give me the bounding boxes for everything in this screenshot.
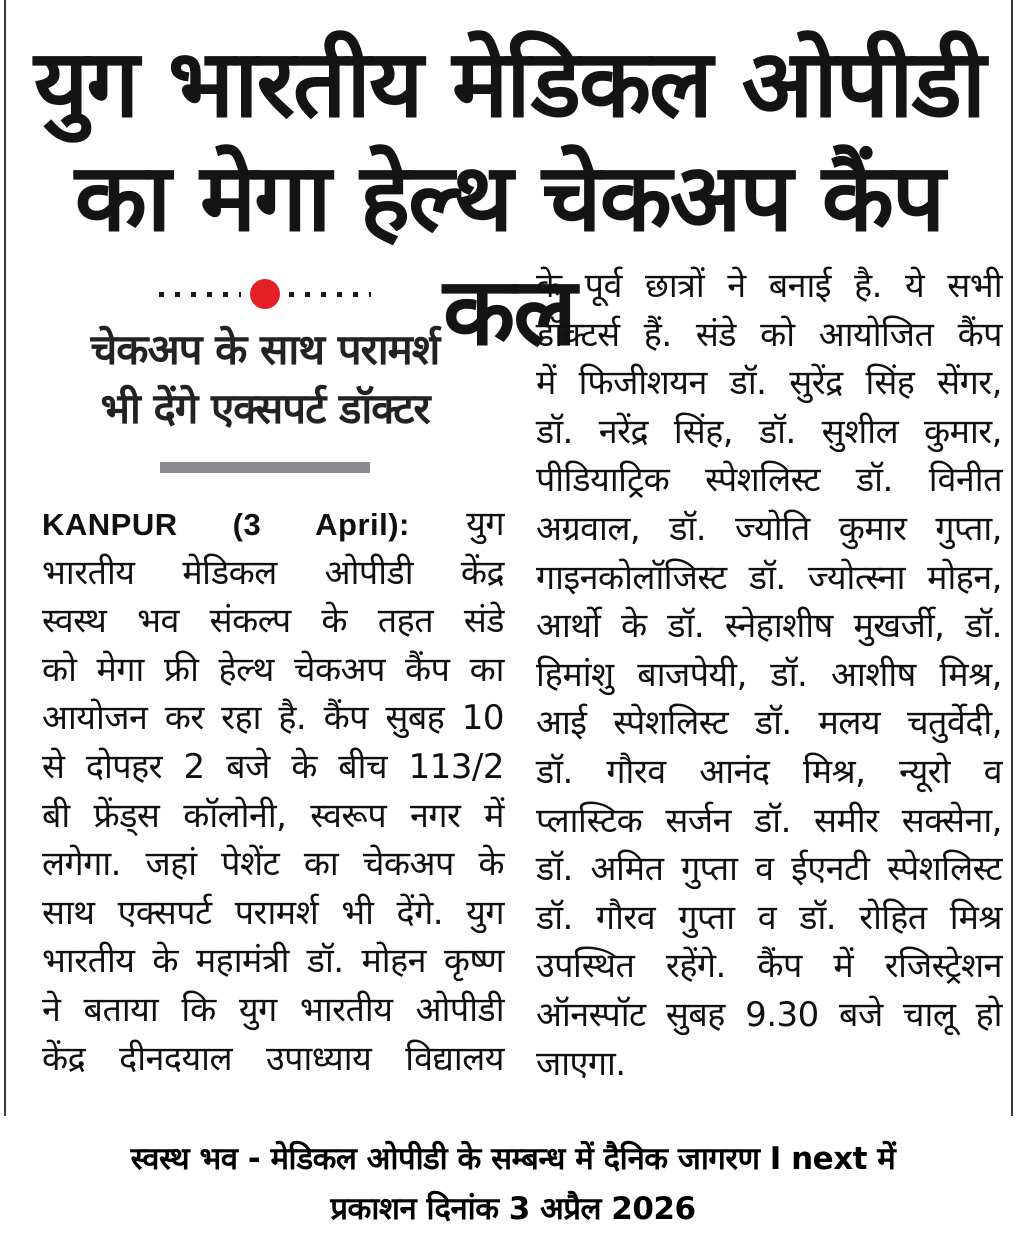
body-line: ने बताया कि युग भारतीय ओपीडी (42, 989, 504, 1030)
body-line: हिमांशु बाजपेयी, डॉ. आशीष मिश्र, (536, 654, 1002, 695)
gray-divider (160, 462, 370, 473)
body-line: ऑनस्पॉट सुबह 9.30 बजे चालू हो (536, 994, 1002, 1035)
body-line: डॉ. नरेंद्र सिंह, डॉ. सुशील कुमार, (536, 411, 1002, 452)
subheadline-line2: भी देंगे एक्सपर्ट डॉक्टर (100, 384, 430, 433)
body-line: आई स्पेशलिस्ट डॉ. मलय चतुर्वेदी, (536, 703, 1002, 744)
body-line: के पूर्व छात्रों ने बनाई है. ये सभी (536, 266, 1002, 306)
body-line: भारतीय मेडिकल ओपीडी केंद्र (42, 552, 504, 593)
body-line: साथ एक्सपर्ट परामर्श भी देंगे. युग (42, 892, 504, 933)
body-line: बी फ्रेंड्स कॉलोनी, स्वरूप नगर में (42, 795, 504, 836)
body-line: डॉ. अमित गुप्ता व ईएनटी स्पेशलिस्ट (536, 849, 1002, 890)
body-line: आयोजन कर रहा है. कैंप सुबह 10 (42, 698, 504, 739)
caption (20, 1134, 1006, 1234)
body-line: डॉ. गौरव गुप्ता व डॉ. रोहित मिश्र (536, 897, 1002, 938)
clipping-border-right (1011, 0, 1013, 1116)
body-line: डॉक्टर्स हैं. संडे को आयोजित कैंप (536, 314, 1002, 355)
body-line: भारतीय के महामंत्री डॉ. मोहन कृष्ण (42, 941, 504, 982)
right-column-lines (536, 262, 1002, 1088)
body-line: से दोपहर 2 बजे के बीच 113/2 (42, 746, 504, 787)
subhead-block (40, 278, 490, 473)
dotted-line-right (289, 292, 371, 297)
subheadline-line1: चेकअप के साथ परामर्श (90, 325, 440, 374)
body-line: गाइनकोलॉजिस्ट डॉ. ज्योत्स्ना मोहन, (536, 557, 1002, 598)
body-line: लगेगा. जहां पेशेंट का चेकअप के (42, 844, 504, 885)
body-line: में फिजीशयन डॉ. सुरेंद्र सिंह सेंगर, (536, 363, 1002, 404)
body-line: उपस्थित रहेंगे. कैंप में रजिस्ट्रेशन (536, 946, 1002, 987)
body-line: पीडियाट्रिक स्पेशलिस्ट डॉ. विनीत (536, 460, 1002, 501)
body-line: को मेगा फ्री हेल्थ चेकअप कैंप का (42, 649, 504, 690)
body-column-right (536, 262, 1002, 1088)
dateline: KANPUR (3 April): (42, 507, 410, 542)
caption-line2: प्रकाशन दिनांक 3 अप्रैल 2026 (330, 1191, 696, 1227)
red-dot-icon (250, 279, 280, 309)
body-line-text: युग (466, 504, 505, 544)
dotted-line-left (159, 292, 241, 297)
headline-line2: का मेगा हेल्थ चेकअप कैंप कल (74, 144, 944, 367)
subheadline (40, 320, 490, 438)
body-line (42, 500, 504, 549)
body-line: डॉ. गौरव आनंद मिश्र, न्यूरो व (536, 751, 1002, 792)
body-line: जाएगा. (536, 1043, 626, 1084)
caption-line1: स्वस्थ भव - मेडिकल ओपीडी के सम्बन्ध में दैनिक जागरण I next में (130, 1141, 896, 1177)
body-line: केंद्र दीनदयाल उपाध्याय विद्यालय (42, 1038, 504, 1079)
clipping-border-left (4, 0, 6, 1116)
body-line: प्लास्टिक सर्जन डॉ. समीर सक्सेना, (536, 800, 1002, 841)
body-line: अग्रवाल, डॉ. ज्योति कुमार गुप्ता, (536, 508, 1002, 549)
left-column-lines (42, 549, 504, 1084)
body-line: आर्थो के डॉ. स्नेहाशीष मुखर्जी, डॉ. (536, 606, 1002, 647)
dotted-separator (40, 278, 490, 310)
headline-line1: युग भारतीय मेडिकल ओपीडी (33, 30, 985, 139)
body-line: स्वस्थ भव संकल्प के तहत संडे (42, 601, 504, 642)
body-column-left (42, 500, 504, 1083)
